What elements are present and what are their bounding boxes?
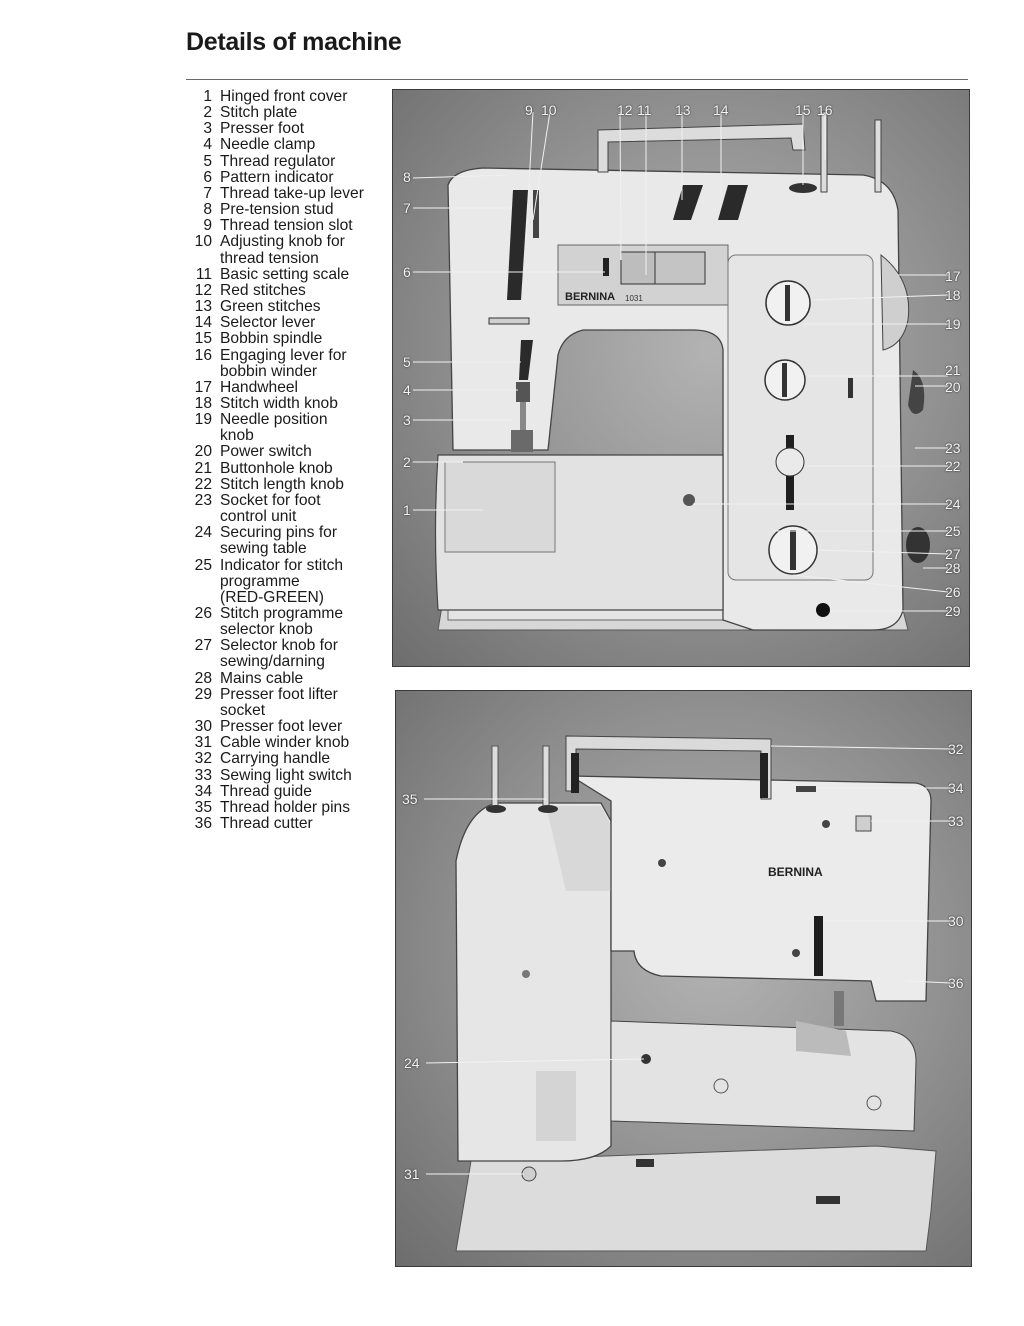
legend-item	[190, 154, 390, 170]
legend-item-label: selector knob	[220, 621, 313, 639]
front-view-photo	[392, 89, 970, 667]
legend-item	[190, 331, 390, 347]
legend-item-number: 7	[203, 184, 212, 202]
legend-item-number	[190, 541, 212, 557]
back-brand-label: BERNINA	[768, 865, 823, 879]
front-callout-20: 20	[945, 379, 961, 395]
legend-item	[190, 251, 390, 267]
legend-item-label: Power switch	[220, 443, 312, 461]
legend-item	[190, 816, 390, 832]
legend-item-label: Presser foot lifter	[220, 685, 338, 703]
legend-item-label: programme	[220, 572, 300, 590]
legend-item-number: 3	[203, 120, 212, 138]
back-callout-36: 36	[948, 975, 964, 991]
legend-item	[190, 719, 390, 735]
legend-item-number: 32	[194, 750, 212, 768]
legend-item-label: Adjusting knob for	[220, 233, 345, 251]
legend-item	[190, 348, 390, 364]
front-callout-15: 15	[795, 102, 811, 118]
legend-item-number	[190, 590, 212, 606]
legend-item	[190, 493, 390, 509]
legend-item	[190, 267, 390, 283]
front-callout-10: 10	[541, 102, 557, 118]
front-callout-22: 22	[945, 458, 961, 474]
legend-item-label: Sewing light switch	[220, 766, 352, 784]
legend-item-label: Bobbin spindle	[220, 330, 323, 348]
legend-item-label: Pre-tension stud	[220, 201, 334, 219]
legend-item-label: Securing pins for	[220, 524, 338, 542]
legend-item-label: Presser foot lever	[220, 718, 343, 736]
legend-item-label: sewing table	[220, 540, 307, 558]
legend-item-number: 35	[194, 798, 212, 816]
legend-item-label: Thread regulator	[220, 152, 336, 170]
legend-item-number: 8	[203, 201, 212, 219]
legend-item	[190, 622, 390, 638]
legend-item	[190, 687, 390, 703]
front-callout-4: 4	[403, 382, 411, 398]
legend-item	[190, 574, 390, 590]
legend-item-number: 23	[194, 491, 212, 509]
legend-item-label: Thread guide	[220, 782, 312, 800]
legend-item-number: 14	[194, 314, 212, 332]
legend-item-label: Needle clamp	[220, 136, 316, 154]
back-callout-30: 30	[948, 913, 964, 929]
legend-item-number: 2	[203, 104, 212, 122]
legend-item-number: 5	[203, 152, 212, 170]
legend-item	[190, 186, 390, 202]
front-brand-label: BERNINA	[565, 291, 616, 303]
legend-item	[190, 283, 390, 299]
legend-item-number: 12	[194, 281, 212, 299]
legend-item-number: 36	[194, 815, 212, 833]
legend-item-number: 21	[194, 459, 212, 477]
legend-item	[190, 477, 390, 493]
legend-item	[190, 590, 390, 606]
back-callout-32: 32	[948, 741, 964, 757]
back-callout-24: 24	[404, 1055, 420, 1071]
front-callout-1: 1	[403, 502, 411, 518]
legend-item-number: 15	[194, 330, 212, 348]
legend-item-number: 34	[194, 782, 212, 800]
front-callout-23: 23	[945, 440, 961, 456]
legend-item	[190, 105, 390, 121]
legend-item-number: 31	[194, 734, 212, 752]
legend-item	[190, 170, 390, 186]
back-callout-34: 34	[948, 780, 964, 796]
front-callout-26: 26	[945, 584, 961, 600]
legend-item-label: Cable winder knob	[220, 734, 350, 752]
legend-item	[190, 364, 390, 380]
legend-item-number: 9	[203, 217, 212, 235]
legend-item	[190, 299, 390, 315]
legend-item	[190, 654, 390, 670]
legend-item	[190, 768, 390, 784]
front-callout-18: 18	[945, 287, 961, 303]
front-callout-28: 28	[945, 560, 961, 576]
legend-item	[190, 671, 390, 687]
legend-item-number	[190, 703, 212, 719]
legend-item	[190, 703, 390, 719]
front-callout-16: 16	[817, 102, 833, 118]
legend-item-label: Handwheel	[220, 378, 299, 396]
legend-item-number	[190, 574, 212, 590]
front-model-label: 1031	[625, 294, 643, 303]
legend-item	[190, 380, 390, 396]
front-callout-11: 11	[637, 102, 652, 118]
legend-item-number: 19	[194, 411, 212, 429]
legend-item-label: socket	[220, 701, 266, 719]
front-callout-21: 21	[945, 362, 961, 378]
back-callout-31: 31	[404, 1166, 420, 1182]
legend-item-number: 20	[194, 443, 212, 461]
legend-item	[190, 218, 390, 234]
front-callout-2: 2	[403, 454, 411, 470]
legend-item-label: Engaging lever for	[220, 346, 347, 364]
legend-item-number: 26	[194, 605, 212, 622]
legend-item-number: 27	[194, 637, 212, 655]
legend-item-number: 6	[203, 168, 212, 186]
legend-item-number: 13	[194, 298, 212, 316]
legend-item-label: Mains cable	[220, 669, 304, 687]
legend-item-label: Needle position	[220, 411, 328, 429]
legend-item-label: Buttonhole knob	[220, 459, 333, 477]
legend-item-label: Stitch programme	[220, 605, 344, 622]
front-callout-9: 9	[525, 102, 533, 118]
legend-item	[190, 412, 390, 428]
front-callout-29: 29	[945, 603, 961, 619]
legend-item-label: Thread take-up lever	[220, 184, 364, 202]
front-callout-14: 14	[713, 102, 729, 118]
legend-item-number: 17	[194, 378, 212, 396]
legend-item-number	[190, 654, 212, 670]
legend-item	[190, 525, 390, 541]
legend-item-label: Selector knob for	[220, 637, 338, 655]
legend-item-number: 30	[194, 718, 212, 736]
front-callout-25: 25	[945, 523, 961, 539]
legend-item-label: Stitch width knob	[220, 394, 338, 412]
legend-item-label: thread tension	[220, 249, 319, 267]
legend-item-number: 33	[194, 766, 212, 784]
legend-item-label: Thread holder pins	[220, 798, 351, 816]
back-callout-35: 35	[402, 791, 418, 807]
front-callout-12: 12	[617, 102, 633, 118]
legend-item-label: Stitch plate	[220, 104, 298, 122]
legend-item	[190, 606, 390, 622]
parts-legend	[190, 89, 390, 832]
legend-item	[190, 89, 390, 105]
legend-item	[190, 751, 390, 767]
legend-item-number: 10	[194, 233, 212, 251]
legend-item-label: sewing/darning	[220, 653, 325, 671]
legend-item-label: Hinged front cover	[220, 88, 348, 105]
legend-item	[190, 444, 390, 460]
front-callout-13: 13	[675, 102, 691, 118]
legend-item-label: Stitch length knob	[220, 475, 344, 493]
legend-item-number	[190, 251, 212, 267]
front-machine-illustration	[393, 90, 970, 667]
legend-item-label: Pattern indicator	[220, 168, 334, 186]
page-title: Details of machine	[186, 28, 402, 56]
legend-item-label: knob	[220, 427, 254, 445]
legend-item-label: Thread tension slot	[220, 217, 353, 235]
legend-item-label: Carrying handle	[220, 750, 331, 768]
legend-item	[190, 461, 390, 477]
legend-item	[190, 428, 390, 444]
legend-item	[190, 202, 390, 218]
legend-item	[190, 509, 390, 525]
legend-item	[190, 784, 390, 800]
legend-item-label: Indicator for stitch	[220, 556, 344, 574]
legend-item-number: 22	[194, 475, 212, 493]
front-callout-5: 5	[403, 354, 411, 370]
legend-item-label: Green stitches	[220, 298, 321, 316]
legend-item-number: 16	[194, 346, 212, 364]
legend-item-label: control unit	[220, 508, 297, 526]
back-machine-illustration	[396, 691, 972, 1267]
front-callout-8: 8	[403, 169, 411, 185]
legend-item	[190, 558, 390, 574]
legend-item	[190, 800, 390, 816]
front-callout-7: 7	[403, 200, 411, 216]
legend-item	[190, 137, 390, 153]
legend-item-label: Socket for foot	[220, 491, 321, 509]
front-callout-6: 6	[403, 264, 411, 280]
legend-item-number: 25	[194, 556, 212, 574]
legend-item-number	[190, 364, 212, 380]
legend-item-label: Basic setting scale	[220, 265, 350, 283]
legend-item	[190, 638, 390, 654]
legend-item-label: bobbin winder	[220, 362, 318, 380]
front-callout-19: 19	[945, 316, 961, 332]
legend-item-number	[190, 622, 212, 638]
legend-item-label: Red stitches	[220, 281, 306, 299]
legend-item-number: 11	[195, 265, 212, 283]
legend-item-number: 4	[203, 136, 212, 154]
title-divider	[186, 79, 968, 80]
legend-item-number: 29	[194, 685, 212, 703]
legend-item-number: 18	[194, 394, 212, 412]
legend-item-number	[190, 509, 212, 525]
legend-item	[190, 735, 390, 751]
legend-item	[190, 541, 390, 557]
legend-item-label: Selector lever	[220, 314, 316, 332]
legend-item-number: 28	[194, 669, 212, 687]
front-callout-17: 17	[945, 268, 961, 284]
legend-item-label: Presser foot	[220, 120, 305, 138]
front-callout-27: 27	[945, 546, 961, 562]
legend-item-label: Thread cutter	[220, 815, 313, 833]
legend-item-number	[190, 428, 212, 444]
back-callout-33: 33	[948, 813, 964, 829]
legend-item	[190, 121, 390, 137]
legend-item	[190, 396, 390, 412]
legend-item-number: 24	[194, 524, 212, 542]
legend-item-number: 1	[203, 88, 212, 105]
legend-item	[190, 234, 390, 250]
back-view-photo	[395, 690, 972, 1267]
legend-item-label: (RED-GREEN)	[220, 588, 324, 606]
legend-item	[190, 315, 390, 331]
front-callout-3: 3	[403, 412, 411, 428]
front-callout-24: 24	[945, 496, 961, 512]
